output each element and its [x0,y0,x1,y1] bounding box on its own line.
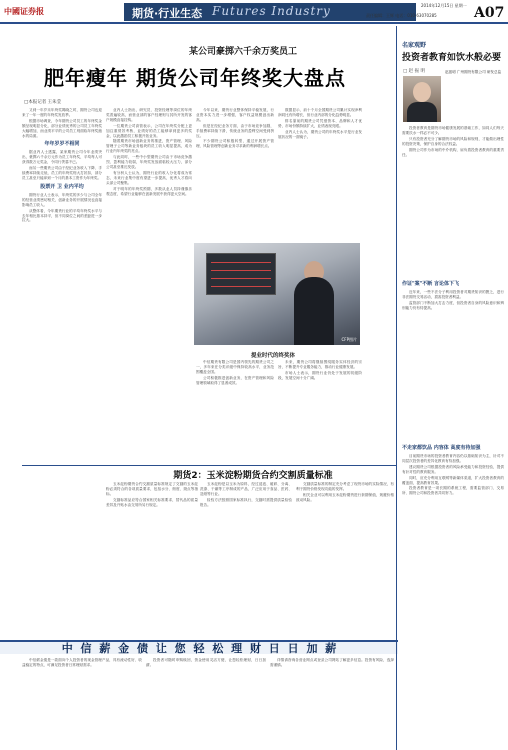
photo-quote-board [206,253,276,295]
article-headline: 肥年瘦年 期货公司年终奖大盘点 [44,66,346,90]
article-column-6: 未来，期货公司将继续围绕服务实体经济的宗旨，不断提升专业服务能力，推动行业健康发展。 市场人士表示，期货行业仍处于发展的初级阶段，发展空间十分广阔。 [278,360,362,380]
author-intro: 赵振明 广州期货有限公司 研发总监 [445,70,502,74]
page-number: A07 [474,5,505,21]
ad-column-2: 投资者可随时申购赎回，资金使用灵活方便，让您轻松理财，日日加薪。 [146,658,266,667]
sidebar-box-title: 提业时代的终奖体 [250,353,295,359]
feature-column-1: 玉米淀粉期货合约交割质量标准规定了交割的玉米淀粉必须符合的各项质量要求，包括水分、细度、斑点等指标。 交割标准品应符合国家相关标准要求，替代品的质量差异及升贴水由交易所另行规定。 [106,482,198,507]
feature-column-3: 交割质量标准的制定充分考虑了现货市场的实际情况，有利于期货价格发现功能的发挥。 相关企业可以利用玉米淀粉期货进行套期保值，规避价格波动风险。 [296,482,394,502]
article-column-5: 中信期货有限公司是国内领先的期货公司之一，多年来在分类评级中保持较高水平，业务范围覆盖全国。 公司积极推进创新业务，在资产管理和风险管理领域取得了显著成效。 [196,360,274,385]
sidebar-column-1: 投资者教育是期货市场健康发展的基础工作，如同人们每天需要饮水一样必不可少。 只有投资者充分了解期货市场的风险和规则，才能做出理性的投资决策，保护自身的合法权益。 期货公司作为市场的中介机构，肩负着投资者教育的重要责任。 [402,126,504,157]
sidebar-author: □ 赵 振 明 [403,69,426,74]
ad-banner-title: 中 信 薪 金 债 让 您 轻 松 理 财 日 日 加 薪 [61,642,339,655]
sidebar-title: 投资者教育如饮水般必要 [402,53,502,63]
photo-credit: CFP图片 [341,337,357,342]
photo-person [294,277,334,345]
section-english-title: Futures Industry [212,4,331,18]
section-title: 期货·行业生态 [132,7,203,20]
portrait-face [413,82,431,102]
issue-date: 2014年12月15日 星期一 [421,3,467,8]
sidebar-tag: 名家观野 [402,42,427,49]
feature-title: 期货2：玉米淀粉期货合约交割质量标准 [173,471,333,481]
editor-info: 责任编辑：王辉 电话：010-63070285 [366,13,437,18]
article-byline: □本报记者 王朱莹 [24,100,62,105]
feature-column-2: 玉米淀粉是以玉米为原料，经过浸泡、破碎、分离、洗涤、干燥等工序制成的产品，广泛应用于食品、医药、造纸等行业。 检验方法按照国家标准执行，交割时需提供质量检验报告。 [200,482,292,507]
section-divider [22,465,396,466]
sidebar-column-3: 目前期货市场的投资者教育内容仍以基础知识为主，针对不同层次投资者的差异化教育有待加强。 建议期货公司根据投资者的风险承受能力和投资经验，提供有针对性的教育服务。 同时，应充分利用互联网等新媒体渠道，扩大投资者教育的覆盖面，提高教育效果。 投资者教育是一项长期的系统工程，需要监管部门、交易所、期货公司和投资者共同努力。 [402,454,504,496]
article-photo [194,243,360,345]
sidebar-heading-2: 不走家都饮品 内容体 高度有待加强 [402,445,481,451]
ad-column-3: 详情请咨询各营业网点或登录公司网站了解更多信息。投资有风险，选择需谨慎。 [270,658,394,667]
article-column-4: 数据显示，前十个月全国期货公司累计实现净利润同比有所增长，但行业内部的分化趋势明显。 排名靠前的期货公司凭借资本、品牌和人才优势，市场份额持续扩大，业绩表现亮眼。 业内人士认为，期货公司的年终奖水平是行业发展状况的一面镜子。 [278,108,362,139]
portrait-suit [407,102,437,122]
article-column-1: 又到一年岁末年终奖揭晓之时，期货公司也迎来了一年一度的年终奖发放季。 根据市场调查，今年期货公司员工的年终奖金额呈现明显分化，部分业绩优秀的公司员工年终奖大幅增加，而业绩平平的公司员工则面临年终奖缩水的局面。 年年岁岁不相同 据业内人士透露，某家期货公司今年业绩突出，豪掷六千余万元作为员工年终奖，平均每人可获得数万元奖金，令同行羡慕不已。 而另一些期货公司由于经纪业务收入下降、手续费率持续走低，员工的年终奖则大打折扣，部分员工甚至只能拿到一个月的基本工资作为年终奖。 股票开 卫 业内平均 期货行业人士表示，年终奖的多少与公司全年的经营业绩密切相关，创新业务的开展情况也直接影响员工收入。 从整体看，今年期货行业的平均年终奖水平与去年相比基本持平，但不同岗位之间的差距进一步拉大。 [22,108,102,223]
sidebar-column-2: 近年来，一些不法分子利用投资者对期货知识的匮乏，进行非法期货交易活动，损害投资者利益。 监管部门不断加大打击力度，但投资者自身的风险意识和辨别能力仍有待提高。 [402,290,504,310]
article-subhead-2: 股票开 卫 业内平均 [40,183,84,190]
page-header [0,0,508,24]
sidebar-heading-1: 作证"案"不断 言论体下飞 [402,281,459,287]
article-kicker: 某公司豪掷六千余万奖员工 [188,47,297,57]
newspaper-logo: 中國证券报 [4,6,44,16]
article-column-3: 今年以来，期货行业整体保持平稳发展，行业资本实力进一步增强，客户权益规模创出新高。 但是在经纪业务方面，由于市场竞争加剧，手续费率持续下滑，传统业务的盈利空间受到挤压。 不少期货公司积极转型，通过开展资产管理、风险管理等创新业务寻求新的利润增长点。 [196,108,274,149]
author-portrait [403,76,441,122]
article-column-2: 业内人士指出，研究员、投资经理等岗位的年终奖普遍较高，而营业部的客户经理则与其所开发的客户规模直接挂钩。 一位期货公司高管表示，公司在年终奖分配上更加注重绩效考核，业绩好的员工能够拿到更多的奖金，以此激励员工积极开拓业务。 随着期货市场创新业务的推进，资产管理、风险管理子公司等新业务板块的员工收入明显提高，成为行业内年终奖的亮点。 与此同时，一些中小型期货公司由于市场竞争激烈、盈利能力较弱，年终奖发放面临较大压力，部分公司甚至推迟发放。 有分析人士认为，期货行业的收入分化将成为常态，未来行业集中度有望进一步提高，优秀人才将向头部公司聚集。 对于明年的年终奖预期，多数从业人员持谨慎乐观态度，希望行业能够在创新发展中获得更大空间。 [106,108,192,196]
ad-column-1: 中信薪金债是一款面向个人投资者的现金管理产品，具有流动性好、收益稳定的特点，可满足投资者日常理财需求。 [22,658,142,667]
article-subhead-1: 年年岁岁不相同 [44,141,80,148]
